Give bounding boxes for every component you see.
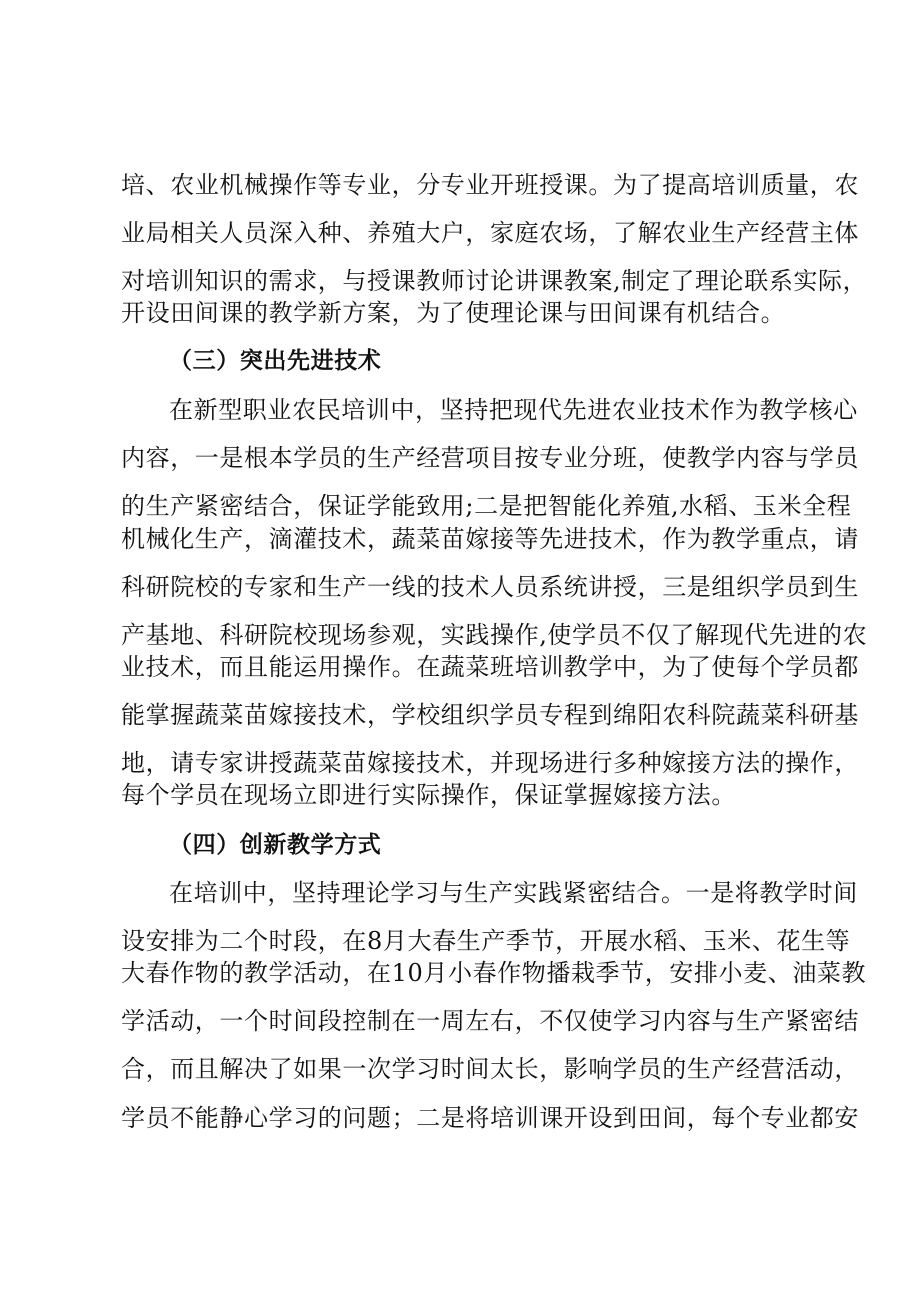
text-line: 合，而且解决了如果一次学习时间太长，影响学员的生产经营活动， — [121, 1055, 859, 1083]
text-line: 在培训中，坚持理论学习与生产实践紧密结合。一是将教学时间 — [169, 879, 858, 907]
text-line: 对培训知识的需求，与授课教师讨论讲课教案,制定了理论联系实际， — [121, 267, 868, 295]
text-line: 学活动，一个时间段控制在一周左右，不仅使学习内容与生产紧密结 — [121, 1007, 859, 1035]
text-line: 机械化生产，滴灌技术，蔬菜苗嫁接等先进技术，作为教学重点，请 — [121, 525, 859, 553]
text-line: 每个学员在现场立即进行实际操作，保证掌握嫁接方法。 — [121, 781, 736, 809]
section-heading-4: （四）创新教学方式 — [169, 832, 382, 858]
text-line: 的生产紧密结合，保证学能致用;二是把智能化养殖,水稻、玉米全程 — [121, 492, 852, 520]
text-line: 大春作物的教学活动，在10月小春作物播栽季节，安排小麦、油菜教 — [121, 959, 867, 987]
text-line: 科研院校的专家和生产一线的技术人员系统讲授，三是组织学员到生 — [121, 573, 859, 601]
section-heading-3: （三）突出先进技术 — [169, 348, 382, 374]
text-line: 在新型职业农民培训中，坚持把现代先进农业技术作为教学核心 — [169, 396, 858, 424]
text-line: 产基地、科研院校现场参观，实践操作,使学员不仅了解现代先进的农 — [121, 621, 868, 649]
text-line: 业技术，而且能运用操作。在蔬菜班培训教学中，为了使每个学员都 — [121, 653, 859, 681]
text-line: 开设田间课的教学新方案，为了使理论课与田间课有机结合。 — [121, 299, 786, 327]
text-line: 设安排为二个时段，在8月大春生产季节，开展水稻、玉米、花生等 — [121, 927, 851, 955]
text-line: 地，请专家讲授蔬菜苗嫁接技术，并现场进行多种嫁接方法的操作， — [121, 749, 859, 777]
text-line: 业局相关人员深入种、养殖大户，家庭农场，了解农业生产经营主体 — [121, 219, 859, 247]
text-line: 内容，一是根本学员的生产经营项目按专业分班，使教学内容与学员 — [121, 444, 859, 472]
text-line: 培、农业机械操作等专业，分专业开班授课。为了提高培训质量，农 — [121, 171, 859, 199]
text-line: 能掌握蔬菜苗嫁接技术，学校组织学员专程到绵阳农科院蔬菜科研基 — [121, 701, 859, 729]
text-line: 学员不能静心学习的问题；二是将培训课开设到田间，每个专业都安 — [121, 1104, 859, 1132]
